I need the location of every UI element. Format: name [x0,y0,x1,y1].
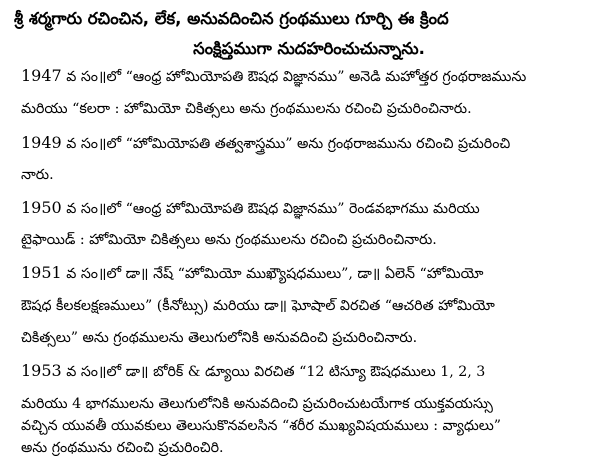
paragraph-text: వ సం॥లో “హోమియోపతి తత్వశాస్త్రము” అను గ్రంథరాజమును రచించి ప్రచురించి [61,136,511,152]
paragraph-text: నారు. [21,167,54,183]
heading-line-2: సంక్షిప్తముగా నుదహరించుచున్నాను. [193,39,425,58]
paragraph-text: వచ్చిన యువతీ యువకులు తెలుసుకొనవలసిన “శరీర ముఖ్యవిషయములు : వ్యాధులు” [21,418,502,434]
paragraph-1953-line-1 [21,361,485,382]
paragraph-1949-line-2 [21,165,54,185]
paragraph-1950-line-2 [21,230,437,250]
paragraph-text: వ సం॥లో డా॥ బోరిక్ & డ్యూయి విరచిత “12 టిస్యూ ఔషధములు 1, 2, 3 [61,364,486,380]
paragraph-text: వ సం॥లో “ఆంధ్ర హోమియోపతి ఔషధ విజ్ఞానము” రెండవభాగము మరియు [61,201,480,217]
paragraph-1953-line-4 [21,438,224,458]
paragraph-text: టైఫాయిడ్ : హోమియో చికిత్సలు అను గ్రంథములను రచించి ప్రచురించినారు. [21,232,437,248]
paragraph-1951-line-3 [21,328,417,348]
paragraph-1953-line-3 [21,416,501,436]
year-label: 1949 [21,133,62,152]
year-label: 1953 [21,361,62,380]
paragraph-1953-line-2 [21,394,493,414]
paragraph-1950-line-1 [21,198,480,219]
paragraph-text: మరియు “కలరా : హోమియో చికిత్సలు అను గ్రంథములను రచించి ప్రచురించినారు. [21,101,472,117]
paragraph-1947-line-1 [21,66,526,87]
paragraph-text: చికిత్సలు” అను గ్రంథములను తెలుగులోనికి అనువదించి ప్రచురించినారు. [21,330,418,346]
paragraph-text: వ సం॥లో డా॥ నేష్ “హోమియో ముఖ్యౌషధములు”, డా॥ ఏలెన్ “హోమియో [61,266,484,282]
paragraph-text: ఔషధ కీలకలక్షణములు” (కీనోట్సు) మరియు డా॥ ఘోషాల్ విరచిత “ఆచరిత హోమియో [21,298,495,314]
paragraph-text: వ సం॥లో “ఆంధ్ర హోమియోపతి ఔషధ విజ్ఞానము” అనెడి మహోత్తర గ్రంథరాజమును [61,69,527,85]
paragraph-1949-line-1 [21,133,510,154]
paragraph-text: మరియు 4 భాగములను తెలుగులోనికి అనువదించి ప్రచురించుటయేగాక యుక్తవయస్సు [21,396,493,412]
year-label: 1947 [21,66,62,85]
heading [14,4,604,64]
paragraph-1951-line-2 [21,296,495,316]
paragraph-text: అను గ్రంథమును రచించి ప్రచురించిరి. [21,440,224,456]
year-label: 1950 [21,198,62,217]
paragraph-1947-line-2 [21,99,472,119]
heading-line-1: శ్రీ శర్మగారు రచించిన, లేక, అనువదించిన గ్రంథములు గూర్చి ఈ క్రింద [14,9,449,28]
paragraph-1951-line-1 [21,263,483,284]
year-label: 1951 [21,263,62,282]
